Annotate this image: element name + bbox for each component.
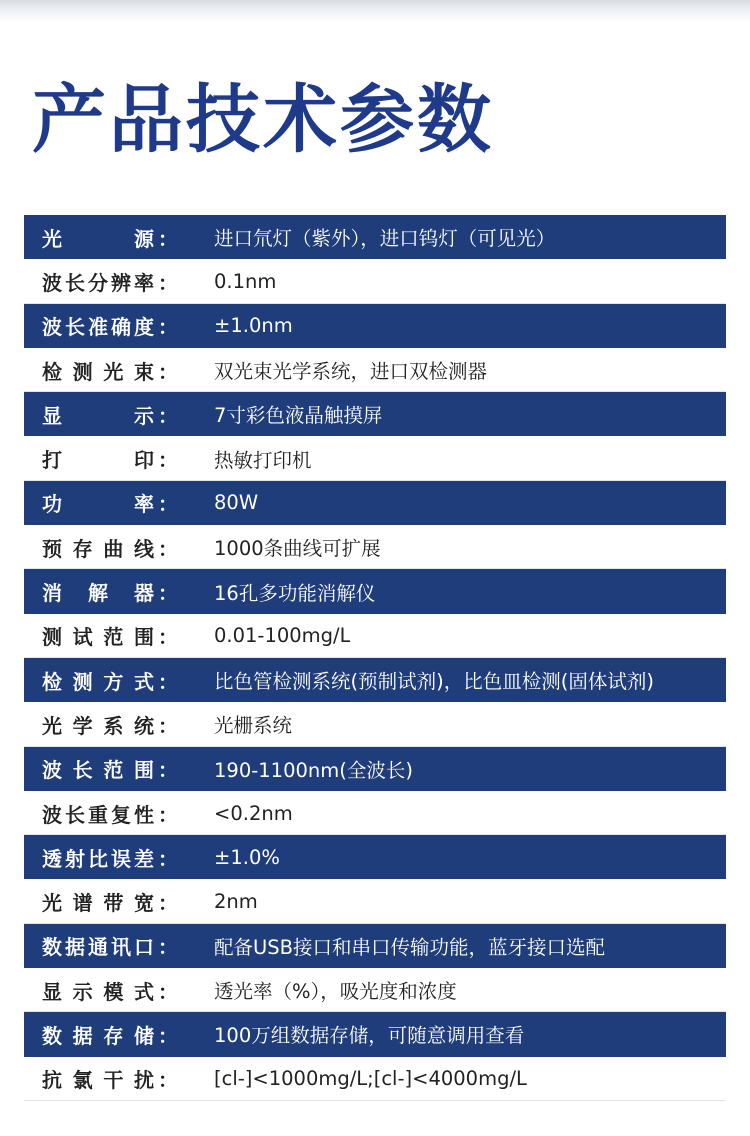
spec-row-wavelength-range [24, 747, 726, 791]
spec-value: 2nm [214, 890, 258, 914]
spec-value: 0.1nm [214, 269, 277, 293]
spec-label: 预存曲线 ： [42, 536, 178, 561]
spec-value: 7寸彩色液晶触摸屏 [214, 404, 383, 428]
spec-value: 16孔多功能消解仪 [214, 581, 376, 605]
spec-value: 配备USB接口和串口传输功能，蓝牙接口选配 [214, 935, 606, 959]
spec-label: 打印 ： [42, 448, 178, 473]
spec-label: 显示模式 ： [42, 979, 178, 1004]
spec-value: 80W [214, 491, 259, 515]
spec-value: ±1.0% [214, 845, 280, 869]
spec-label: 透射比误差 ： [42, 846, 178, 871]
spec-row-data-port [24, 924, 726, 968]
spec-row-stored-curves [24, 525, 726, 569]
spec-row-data-storage [24, 1012, 726, 1056]
spec-value: 透光率（%），吸光度和浓度 [214, 980, 457, 1004]
spec-label: 光源 ： [42, 226, 178, 251]
spec-label: 波长分辨率 ： [42, 270, 178, 295]
spec-label: 消解器 ： [42, 581, 178, 606]
spec-label: 波长重复性 ： [42, 802, 178, 827]
spec-label: 显示 ： [42, 403, 178, 428]
spec-row-power [24, 481, 726, 525]
spec-value: <0.2nm [214, 801, 293, 825]
spec-row-wavelength-resolution [24, 259, 726, 303]
spec-row-spectral-bandwidth [24, 879, 726, 923]
spec-row-wavelength-repeatability [24, 791, 726, 835]
spec-label: 检测方式 ： [42, 669, 178, 694]
spec-row-display-mode [24, 968, 726, 1012]
spec-value: 比色管检测系统(预制试剂)，比色皿检测(固体试剂) [214, 670, 654, 694]
spec-row-test-range [24, 614, 726, 658]
spec-value: 190-1100nm(全波长) [214, 758, 413, 782]
page-title: 产品技术参数 [32, 77, 494, 163]
spec-value: [cl-]<1000mg/L;[cl-]<4000mg/L [214, 1067, 527, 1091]
spec-value: 双光束光学系统，进口双检测器 [214, 360, 488, 384]
spec-value: 100万组数据存储，可随意调用查看 [214, 1024, 525, 1048]
spec-value: 热敏打印机 [214, 448, 312, 472]
spec-label: 数据存储 ： [42, 1023, 178, 1048]
spec-row-transmittance-error [24, 835, 726, 879]
spec-value: 1000条曲线可扩展 [214, 537, 381, 561]
spec-row-detection-method [24, 658, 726, 702]
spec-label: 数据通讯口 ： [42, 935, 178, 960]
spec-value: 进口氘灯（紫外），进口钨灯（可见光） [214, 227, 556, 251]
spec-row-wavelength-accuracy [24, 304, 726, 348]
spec-label: 波长范围 ： [42, 758, 178, 783]
spec-row-printer [24, 436, 726, 480]
spec-label: 功率 ： [42, 492, 178, 517]
spec-row-detection-beam [24, 348, 726, 392]
top-shadow [0, 0, 750, 22]
spec-label: 抗氯干扰 ： [42, 1068, 178, 1093]
spec-value: 光栅系统 [214, 714, 293, 738]
spec-row-optical-system [24, 702, 726, 746]
spec-label: 波长准确度 ： [42, 315, 178, 340]
spec-row-chlorine-interference [24, 1057, 726, 1101]
spec-value: 0.01-100mg/L [214, 624, 351, 648]
spec-value: ±1.0nm [214, 314, 293, 338]
spec-row-light-source [24, 215, 726, 259]
spec-label: 测试范围 ： [42, 625, 178, 650]
spec-label: 检测光束 ： [42, 359, 178, 384]
spec-table [24, 215, 726, 1101]
spec-label: 光谱带宽 ： [42, 891, 178, 916]
spec-row-display [24, 392, 726, 436]
spec-label: 光学系统 ： [42, 713, 178, 738]
spec-row-digester [24, 569, 726, 613]
